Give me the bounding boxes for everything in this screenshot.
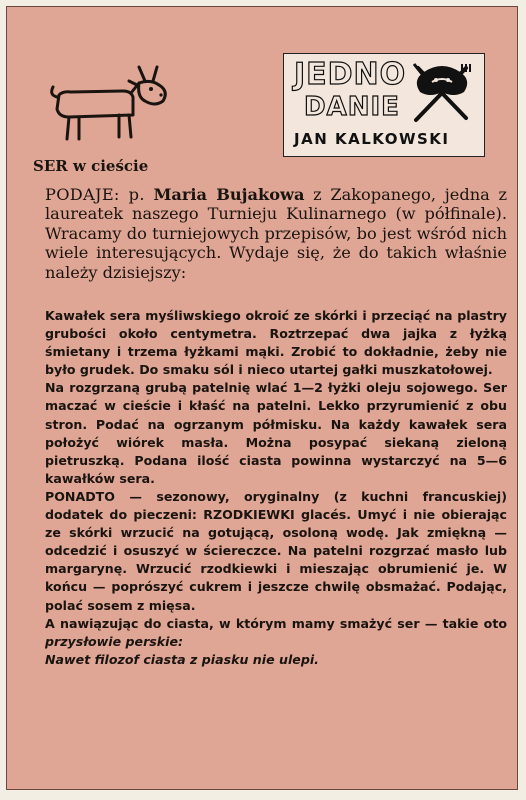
- logo-author: JAN KALKOWSKI: [294, 130, 450, 148]
- cross-fork-knife-emblem-icon: [402, 58, 482, 128]
- intro-text: z Zakopanego, jedna z laureatek naszego Turnieju Kulinarnego (w półfinale). Wracamy do turniejowych przepisów, bo jest wśród nich wiele interesujących. Wydaje się, że do takich właśnie należy dzisiejszy:: [45, 185, 507, 282]
- ponadto-paragraph: [45, 488, 507, 615]
- intro-lead: PODAJE: p.: [45, 185, 145, 204]
- recipe-title: SER w cieście: [33, 157, 149, 175]
- recipe-paragraph-2: Na rozgrzaną grubą patelnię wlać 1—2 łyżki oleju sojowego. Ser maczać w cieście i kłaść na patelni. Lekko przyrumienić z obu stron. Podać na ogrzanym półmisku. Na każdy kawałek sera położyć wiórek masła. Można posypać siekaną zieloną pietruszką. Podana ilość ciasta powinna wystarczyć na 5—6 kawałków sera.: [45, 380, 507, 486]
- ponadto-dish: RZODKIEWKI: [203, 507, 295, 523]
- logo-line-1: JEDNO: [294, 57, 407, 92]
- intro-paragraph: [45, 185, 507, 282]
- recipe-column: [6, 6, 518, 790]
- closing-text: A nawiązując do ciasta, w którym mamy smażyć ser — takie oto: [45, 615, 507, 631]
- closing-italic-lead: przysłowie perskie:: [45, 633, 184, 649]
- logo-line-2: DANIE: [304, 92, 400, 122]
- column-logo: [283, 53, 485, 157]
- recipe-paragraph-1: Kawałek sera myśliwskiego okroić ze skórki i przeciąć na plastry grubości około centymetra. Roztrzepać dwa jajka z łyżką śmietany i trzema łyżkami mąki. Zrobić to dokładnie, żeby nie było grudek. Do smaku sól i nieco utartej gałki muszkatołowej.: [45, 308, 507, 378]
- ponadto-text-1: — sezonowy, oryginalny (z kuchni francuskiej) dodatek do pieczeni:: [45, 488, 507, 523]
- author-name: Maria Bujakowa: [153, 185, 305, 204]
- cow-illustration: [45, 61, 171, 145]
- closing-paragraph: [45, 615, 507, 651]
- persian-proverb: Nawet filozof ciasta z piasku nie ulepi.: [45, 651, 319, 667]
- ponadto-lead: PONADTO: [45, 488, 115, 504]
- ponadto-text-2: glacés. Umyć i nie obierając ze skórki wrzucić na gotującą, osoloną wodę. Jak zmiękną — odcedzić i osuszyć w ściereczce. Na patelni rozgrzać masło lub margarynę. Wrzucić rzodkiewki i mieszając obrumienić je. W końcu — poprószyć cukrem i jeszcze chwilę obsmażać. Podając, polać sosem z mięsa.: [45, 507, 508, 613]
- recipe-body: [45, 307, 507, 669]
